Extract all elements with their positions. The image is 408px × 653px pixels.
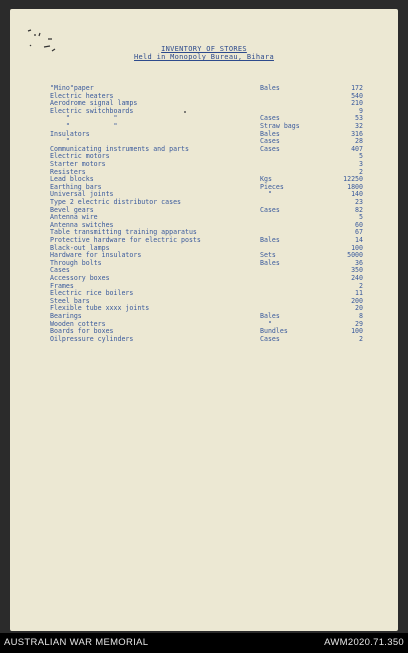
inventory-quantity: 316	[351, 129, 363, 138]
inventory-item: " "	[50, 114, 118, 123]
inventory-quantity: 1800	[347, 182, 363, 191]
inventory-item: Insulators	[50, 129, 90, 138]
document-title: INVENTORY OF STORES	[161, 45, 247, 53]
inventory-quantity: 407	[351, 144, 363, 153]
inventory-quantity: 172	[351, 84, 363, 92]
inventory-item: Protective hardware for electric posts	[50, 236, 201, 244]
inventory-unit: "	[260, 319, 272, 328]
inventory-item: Lead blocks	[50, 175, 94, 184]
inventory-item: Electric rice boilers	[50, 289, 134, 298]
inventory-item: Hardware for insulators	[50, 251, 142, 260]
inventory-quantity: 5000	[347, 251, 363, 260]
inventory-unit: Cases	[260, 114, 280, 123]
inventory-quantity: 36	[355, 258, 363, 267]
inventory-item: Electric switchboards	[50, 106, 134, 115]
inventory-quantity: 210	[351, 99, 363, 108]
inventory-item: Earthing bars	[50, 182, 102, 191]
inventory-item: Frames	[50, 281, 74, 290]
inventory-quantity: 5	[359, 213, 363, 222]
inventory-unit: Bundles	[260, 327, 288, 336]
inventory-row	[10, 335, 398, 343]
inventory-quantity: 14	[355, 236, 363, 244]
inventory-quantity: 23	[355, 198, 363, 206]
inventory-quantity: 100	[351, 243, 363, 252]
inventory-unit: Bales	[260, 236, 280, 244]
inventory-item: Starter motors	[50, 160, 106, 168]
inventory-item: Through bolts	[50, 258, 102, 267]
inventory-item: Black-out lamps	[50, 243, 110, 252]
inventory-quantity: 9	[359, 106, 363, 115]
inventory-unit: Bales	[260, 258, 280, 267]
inventory-unit: Sets	[260, 251, 276, 260]
inventory-item: " "	[50, 122, 118, 130]
inventory-unit: Pieces	[260, 182, 284, 191]
inventory-item: Table transmitting training apparatus	[50, 228, 197, 237]
inventory-unit: "	[260, 190, 272, 199]
inventory-quantity: 60	[355, 220, 363, 229]
inventory-quantity: 5	[359, 152, 363, 161]
inventory-quantity: 140	[351, 190, 363, 199]
inventory-item: Flexible tube xxxx joints	[50, 304, 150, 313]
inventory-quantity: 2	[359, 281, 363, 290]
inventory-item: Cases	[50, 266, 70, 275]
inventory-quantity: 29	[355, 319, 363, 328]
inventory-quantity: 3	[359, 160, 363, 168]
inventory-item: Accessory boxes	[50, 274, 110, 282]
inventory-item: Boards for boxes	[50, 327, 114, 336]
inventory-quantity: 32	[355, 122, 363, 130]
inventory-unit: Bales	[260, 312, 280, 320]
inventory-unit: Cases	[260, 334, 280, 343]
inventory-quantity: 2	[359, 334, 363, 343]
inventory-unit: Kgs	[260, 175, 272, 184]
inventory-unit: Straw bags	[260, 122, 300, 130]
inventory-item: Antenna wire	[50, 213, 98, 222]
inventory-quantity: 2	[359, 167, 363, 176]
inventory-unit: Cases	[260, 205, 280, 214]
document-subtitle: Held in Monopoly Bureau, Bihara	[134, 53, 274, 61]
inventory-item: Electric heaters	[50, 91, 114, 100]
inventory-quantity: 540	[351, 91, 363, 100]
inventory-unit: Bales	[260, 84, 280, 92]
inventory-quantity: 11	[355, 289, 363, 298]
inventory-quantity: 67	[355, 228, 363, 237]
footer-institution: AUSTRALIAN WAR MEMORIAL	[4, 637, 149, 648]
inventory-quantity: 8	[359, 312, 363, 320]
inventory-item: Electric motors	[50, 152, 110, 161]
document-page	[10, 9, 398, 631]
inventory-unit: Cases	[260, 144, 280, 153]
inventory-quantity: 53	[355, 114, 363, 123]
inventory-item: Communicating instruments and parts	[50, 144, 189, 153]
inventory-item: Universal joints	[50, 190, 114, 199]
inventory-item: Oilpressure cylinders	[50, 334, 134, 343]
inventory-quantity: 12250	[343, 175, 363, 184]
inventory-quantity: 350	[351, 266, 363, 275]
inventory-item: "Mino"paper	[50, 84, 94, 92]
footer-bar	[0, 633, 408, 653]
inventory-item: Bevel gears	[50, 205, 94, 214]
footer-accession-number: AWM2020.71.350	[324, 637, 404, 648]
inventory-item: Aerodrome signal lamps	[50, 99, 138, 108]
inventory-quantity: 20	[355, 304, 363, 313]
inventory-quantity: 82	[355, 205, 363, 214]
inventory-item: Antenna switches	[50, 220, 114, 229]
inventory-quantity: 200	[351, 296, 363, 305]
inventory-item: "	[50, 137, 70, 146]
inventory-quantity: 240	[351, 274, 363, 282]
inventory-item: Steel bars	[50, 296, 90, 305]
inventory-unit: Cases	[260, 137, 280, 146]
inventory-item: Type 2 electric distributor cases	[50, 198, 182, 206]
inventory-item: Wooden cotters	[50, 319, 106, 328]
inventory-item: Bearings	[50, 312, 82, 320]
inventory-quantity: 28	[355, 137, 363, 146]
inventory-quantity: 100	[351, 327, 363, 336]
inventory-unit: Bales	[260, 129, 280, 138]
inventory-item: Resisters	[50, 167, 86, 176]
